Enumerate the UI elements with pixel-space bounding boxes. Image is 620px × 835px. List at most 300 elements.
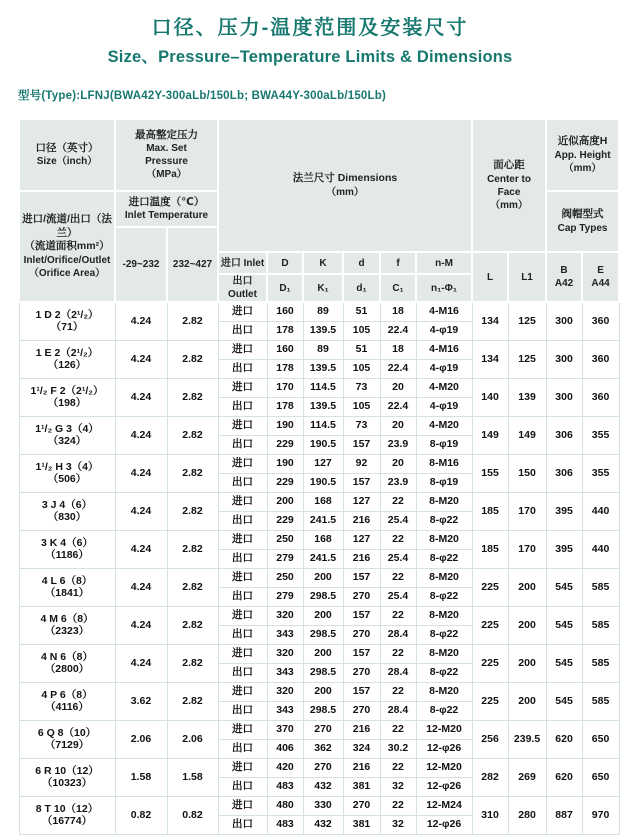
L1-cell: 170 [508, 493, 546, 531]
inlet-dim-cell: 270 [303, 759, 343, 778]
outlet-dim-cell: 12-φ26 [416, 778, 472, 797]
inlet-dim-cell: 22 [380, 569, 416, 588]
inlet-dim-cell: 22 [380, 531, 416, 550]
outlet-label-cell: 出口 [218, 550, 267, 569]
inlet-dim-cell: 22 [380, 493, 416, 512]
inlet-dim-cell: 370 [267, 721, 303, 740]
pressure-high-temp-cell: 2.82 [167, 531, 218, 569]
outlet-dim-cell: 190.5 [303, 474, 343, 493]
height-B-cell: 395 [546, 493, 582, 531]
height-E-cell: 360 [582, 302, 619, 341]
spec-row-inlet [19, 607, 619, 626]
outlet-dim-cell: 279 [267, 588, 303, 607]
spec-row-inlet [19, 341, 619, 360]
inlet-dim-cell: 168 [303, 493, 343, 512]
inlet-dim-cell: 4-M20 [416, 417, 472, 436]
inlet-dim-cell: 216 [343, 759, 380, 778]
outlet-dim-cell: 23.9 [380, 474, 416, 493]
pressure-low-temp-cell: 4.24 [115, 341, 167, 379]
height-B-cell: 545 [546, 683, 582, 721]
spec-row-inlet [19, 455, 619, 474]
spec-row-inlet [19, 531, 619, 550]
outlet-dim-cell: 229 [267, 474, 303, 493]
inlet-dim-cell: 157 [343, 645, 380, 664]
outlet-dim-cell: 406 [267, 740, 303, 759]
inlet-dim-cell: 157 [343, 569, 380, 588]
outlet-label-cell: 出口 [218, 664, 267, 683]
outlet-dim-cell: 190.5 [303, 436, 343, 455]
L-cell: 310 [472, 797, 508, 835]
inlet-dim-cell: 51 [343, 341, 380, 360]
pressure-high-temp-cell: 2.82 [167, 645, 218, 683]
outlet-dim-cell: 270 [343, 664, 380, 683]
spec-row-inlet [19, 759, 619, 778]
inlet-dim-cell: 8-M20 [416, 645, 472, 664]
inlet-dim-cell: 160 [267, 341, 303, 360]
size-cell: 6 Q 8（10） （7129） [19, 721, 115, 759]
pressure-high-temp-cell: 0.82 [167, 797, 218, 835]
height-B-cell: 306 [546, 417, 582, 455]
height-E-cell: 585 [582, 569, 619, 607]
inlet-dim-cell: 160 [267, 302, 303, 322]
inlet-dim-cell: 114.5 [303, 417, 343, 436]
L1-cell: 200 [508, 569, 546, 607]
height-E-cell: 360 [582, 379, 619, 417]
outlet-dim-cell: 483 [267, 778, 303, 797]
outlet-dim-cell: 105 [343, 398, 380, 417]
pressure-high-temp-cell: 1.58 [167, 759, 218, 797]
header-center-to-face: 面心距 Center to Face （mm） [472, 119, 546, 252]
outlet-dim-cell: 270 [343, 588, 380, 607]
inlet-dim-cell: 216 [343, 721, 380, 740]
header-max-set-pressure: 最高整定压力 Max. Set Pressure （MPa） [115, 119, 218, 191]
inlet-dim-cell: 200 [303, 683, 343, 702]
spec-row-inlet [19, 417, 619, 436]
inlet-label-cell: 进口 [218, 455, 267, 474]
pressure-high-temp-cell: 2.82 [167, 683, 218, 721]
header-col-K1: K₁ [303, 274, 343, 302]
height-B-cell: 306 [546, 455, 582, 493]
header-col-B-A42: B A42 [546, 252, 582, 302]
pressure-low-temp-cell: 4.24 [115, 379, 167, 417]
size-cell: 1¹/₂ G 3（4） （324） [19, 417, 115, 455]
outlet-dim-cell: 432 [303, 816, 343, 835]
pressure-low-temp-cell: 4.24 [115, 417, 167, 455]
inlet-dim-cell: 89 [303, 341, 343, 360]
outlet-label-cell: 出口 [218, 360, 267, 379]
inlet-dim-cell: 22 [380, 683, 416, 702]
pressure-low-temp-cell: 4.24 [115, 569, 167, 607]
L1-cell: 139 [508, 379, 546, 417]
pressure-low-temp-cell: 4.24 [115, 455, 167, 493]
L-cell: 134 [472, 302, 508, 341]
inlet-dim-cell: 157 [343, 683, 380, 702]
spec-row-inlet [19, 721, 619, 740]
outlet-dim-cell: 483 [267, 816, 303, 835]
header-approx-height: 近似高度H App. Height （mm） [546, 119, 619, 191]
spec-row-inlet [19, 569, 619, 588]
inlet-label-cell: 进口 [218, 417, 267, 436]
inlet-dim-cell: 190 [267, 455, 303, 474]
header-col-n1phi1: n₁-Φ₁ [416, 274, 472, 302]
outlet-dim-cell: 298.5 [303, 702, 343, 721]
height-B-cell: 887 [546, 797, 582, 835]
header-outlet-row-label: 出口 Outlet [218, 274, 267, 302]
inlet-dim-cell: 12-M20 [416, 759, 472, 778]
size-cell: 1 E 2（2¹/₂） （126） [19, 341, 115, 379]
outlet-label-cell: 出口 [218, 474, 267, 493]
height-E-cell: 970 [582, 797, 619, 835]
inlet-dim-cell: 168 [303, 531, 343, 550]
inlet-dim-cell: 8-M20 [416, 683, 472, 702]
outlet-dim-cell: 139.5 [303, 360, 343, 379]
L-cell: 149 [472, 417, 508, 455]
outlet-dim-cell: 4-φ19 [416, 398, 472, 417]
outlet-dim-cell: 229 [267, 436, 303, 455]
inlet-label-cell: 进口 [218, 759, 267, 778]
pressure-low-temp-cell: 4.24 [115, 531, 167, 569]
L-cell: 282 [472, 759, 508, 797]
inlet-dim-cell: 18 [380, 341, 416, 360]
model-type-line: 型号(Type):LFNJ(BWA42Y-300aLb/150Lb; BWA44Y-300aLb/150Lb) [18, 90, 387, 102]
L1-cell: 269 [508, 759, 546, 797]
inlet-dim-cell: 270 [343, 797, 380, 816]
inlet-dim-cell: 20 [380, 417, 416, 436]
header-col-K: K [303, 252, 343, 274]
outlet-dim-cell: 8-φ19 [416, 474, 472, 493]
pressure-low-temp-cell: 4.24 [115, 645, 167, 683]
outlet-dim-cell: 22.4 [380, 322, 416, 341]
inlet-dim-cell: 12-M24 [416, 797, 472, 816]
inlet-dim-cell: 320 [267, 645, 303, 664]
inlet-dim-cell: 200 [303, 569, 343, 588]
outlet-dim-cell: 139.5 [303, 322, 343, 341]
outlet-dim-cell: 32 [380, 778, 416, 797]
outlet-dim-cell: 105 [343, 360, 380, 379]
inlet-dim-cell: 320 [267, 683, 303, 702]
inlet-dim-cell: 22 [380, 645, 416, 664]
inlet-dim-cell: 22 [380, 721, 416, 740]
outlet-dim-cell: 28.4 [380, 626, 416, 645]
header-col-C1: C₁ [380, 274, 416, 302]
L-cell: 134 [472, 341, 508, 379]
size-cell: 1¹/₂ F 2（2¹/₂） （198） [19, 379, 115, 417]
header-temp-range-low: -29~232 [115, 227, 167, 302]
inlet-dim-cell: 8-M20 [416, 493, 472, 512]
L-cell: 225 [472, 569, 508, 607]
pressure-high-temp-cell: 2.06 [167, 721, 218, 759]
outlet-dim-cell: 178 [267, 322, 303, 341]
inlet-dim-cell: 4-M16 [416, 341, 472, 360]
spec-table-body [19, 302, 619, 835]
outlet-dim-cell: 22.4 [380, 360, 416, 379]
height-B-cell: 545 [546, 607, 582, 645]
inlet-label-cell: 进口 [218, 493, 267, 512]
height-B-cell: 620 [546, 759, 582, 797]
outlet-label-cell: 出口 [218, 740, 267, 759]
outlet-label-cell: 出口 [218, 702, 267, 721]
outlet-label-cell: 出口 [218, 322, 267, 341]
outlet-dim-cell: 8-φ22 [416, 550, 472, 569]
page-title-zh: 口径、压力-温度范围及安装尺寸 [151, 17, 469, 39]
header-flange-dimensions: 法兰尺寸 Dimensions （mm） [218, 119, 472, 252]
inlet-dim-cell: 157 [343, 607, 380, 626]
outlet-dim-cell: 25.4 [380, 550, 416, 569]
outlet-dim-cell: 28.4 [380, 664, 416, 683]
header-inlet-orifice-outlet: 进口/流道/出口（法兰） （流道面积mm²） Inlet/Orifice/Outlet （Orifice Area） [19, 191, 115, 302]
outlet-dim-cell: 28.4 [380, 702, 416, 721]
page-header [0, 0, 620, 67]
outlet-dim-cell: 4-φ19 [416, 360, 472, 379]
inlet-dim-cell: 320 [267, 607, 303, 626]
outlet-label-cell: 出口 [218, 626, 267, 645]
inlet-dim-cell: 270 [303, 721, 343, 740]
pressure-high-temp-cell: 2.82 [167, 302, 218, 341]
size-cell: 1¹/₂ H 3（4） （506） [19, 455, 115, 493]
outlet-dim-cell: 270 [343, 626, 380, 645]
outlet-dim-cell: 30.2 [380, 740, 416, 759]
L1-cell: 170 [508, 531, 546, 569]
header-col-D: D [267, 252, 303, 274]
L-cell: 185 [472, 531, 508, 569]
pressure-high-temp-cell: 2.82 [167, 607, 218, 645]
height-B-cell: 395 [546, 531, 582, 569]
outlet-dim-cell: 8-φ22 [416, 512, 472, 531]
outlet-dim-cell: 8-φ22 [416, 702, 472, 721]
inlet-dim-cell: 330 [303, 797, 343, 816]
inlet-dim-cell: 127 [343, 531, 380, 550]
inlet-label-cell: 进口 [218, 531, 267, 550]
header-col-L1: L1 [508, 252, 546, 302]
inlet-dim-cell: 51 [343, 302, 380, 322]
outlet-label-cell: 出口 [218, 588, 267, 607]
inlet-dim-cell: 22 [380, 759, 416, 778]
header-col-E-A44: E A44 [582, 252, 619, 302]
inlet-dim-cell: 8-M20 [416, 569, 472, 588]
outlet-dim-cell: 216 [343, 550, 380, 569]
L-cell: 256 [472, 721, 508, 759]
height-E-cell: 360 [582, 341, 619, 379]
size-cell: 3 K 4（6） （1186） [19, 531, 115, 569]
pressure-low-temp-cell: 3.62 [115, 683, 167, 721]
outlet-dim-cell: 298.5 [303, 626, 343, 645]
outlet-dim-cell: 298.5 [303, 664, 343, 683]
inlet-label-cell: 进口 [218, 683, 267, 702]
inlet-dim-cell: 22 [380, 607, 416, 626]
inlet-dim-cell: 200 [303, 645, 343, 664]
outlet-dim-cell: 25.4 [380, 512, 416, 531]
outlet-label-cell: 出口 [218, 512, 267, 531]
inlet-dim-cell: 4-M20 [416, 379, 472, 398]
size-cell: 4 N 6（8） （2800） [19, 645, 115, 683]
outlet-dim-cell: 8-φ22 [416, 664, 472, 683]
inlet-dim-cell: 92 [343, 455, 380, 474]
inlet-dim-cell: 20 [380, 379, 416, 398]
size-cell: 4 P 6（8） （4116） [19, 683, 115, 721]
header-col-d1: d₁ [343, 274, 380, 302]
outlet-dim-cell: 32 [380, 816, 416, 835]
outlet-dim-cell: 298.5 [303, 588, 343, 607]
inlet-dim-cell: 73 [343, 417, 380, 436]
inlet-dim-cell: 200 [303, 607, 343, 626]
pressure-low-temp-cell: 1.58 [115, 759, 167, 797]
inlet-label-cell: 进口 [218, 645, 267, 664]
L-cell: 225 [472, 645, 508, 683]
size-cell: 6 R 10（12） （10323） [19, 759, 115, 797]
outlet-dim-cell: 157 [343, 436, 380, 455]
inlet-dim-cell: 18 [380, 302, 416, 322]
header-inlet-temperature: 进口温度（℃） Inlet Temperature [115, 191, 218, 227]
L1-cell: 149 [508, 417, 546, 455]
inlet-label-cell: 进口 [218, 302, 267, 322]
inlet-dim-cell: 420 [267, 759, 303, 778]
height-B-cell: 545 [546, 569, 582, 607]
height-E-cell: 650 [582, 759, 619, 797]
inlet-dim-cell: 12-M20 [416, 721, 472, 740]
inlet-dim-cell: 8-M20 [416, 531, 472, 550]
spec-row-inlet [19, 379, 619, 398]
pressure-low-temp-cell: 2.06 [115, 721, 167, 759]
L1-cell: 200 [508, 607, 546, 645]
pressure-high-temp-cell: 2.82 [167, 341, 218, 379]
pressure-low-temp-cell: 4.24 [115, 302, 167, 341]
header-cap-types: 阀帽型式 Cap Types [546, 191, 619, 252]
L1-cell: 239.5 [508, 721, 546, 759]
L1-cell: 200 [508, 645, 546, 683]
L-cell: 155 [472, 455, 508, 493]
outlet-dim-cell: 343 [267, 664, 303, 683]
header-col-L: L [472, 252, 508, 302]
height-E-cell: 440 [582, 493, 619, 531]
outlet-dim-cell: 381 [343, 816, 380, 835]
outlet-dim-cell: 8-φ22 [416, 626, 472, 645]
pressure-low-temp-cell: 4.24 [115, 607, 167, 645]
inlet-label-cell: 进口 [218, 797, 267, 816]
header-col-nM: n-M [416, 252, 472, 274]
L1-cell: 125 [508, 341, 546, 379]
inlet-dim-cell: 73 [343, 379, 380, 398]
L-cell: 225 [472, 607, 508, 645]
height-B-cell: 300 [546, 302, 582, 341]
spec-table [18, 118, 620, 835]
height-E-cell: 650 [582, 721, 619, 759]
spec-row-inlet [19, 302, 619, 322]
outlet-dim-cell: 105 [343, 322, 380, 341]
header-size: 口径（英寸） Size（inch） [19, 119, 115, 191]
inlet-label-cell: 进口 [218, 607, 267, 626]
pressure-low-temp-cell: 0.82 [115, 797, 167, 835]
inlet-dim-cell: 22 [380, 797, 416, 816]
outlet-dim-cell: 324 [343, 740, 380, 759]
spec-row-inlet [19, 797, 619, 816]
pressure-high-temp-cell: 2.82 [167, 455, 218, 493]
outlet-dim-cell: 229 [267, 512, 303, 531]
L1-cell: 150 [508, 455, 546, 493]
inlet-dim-cell: 127 [303, 455, 343, 474]
inlet-dim-cell: 8-M20 [416, 607, 472, 626]
inlet-dim-cell: 250 [267, 531, 303, 550]
outlet-dim-cell: 216 [343, 512, 380, 531]
outlet-label-cell: 出口 [218, 816, 267, 835]
header-inlet-row-label: 进口 Inlet [218, 252, 267, 274]
size-cell: 4 M 6（8） （2323） [19, 607, 115, 645]
pressure-high-temp-cell: 2.82 [167, 417, 218, 455]
outlet-dim-cell: 432 [303, 778, 343, 797]
spec-row-inlet [19, 645, 619, 664]
inlet-dim-cell: 250 [267, 569, 303, 588]
inlet-dim-cell: 4-M16 [416, 302, 472, 322]
spec-row-inlet [19, 683, 619, 702]
spec-row-inlet [19, 493, 619, 512]
size-cell: 4 L 6（8） （1841） [19, 569, 115, 607]
outlet-dim-cell: 241.5 [303, 512, 343, 531]
size-cell: 3 J 4（6） （830） [19, 493, 115, 531]
outlet-label-cell: 出口 [218, 398, 267, 417]
inlet-dim-cell: 200 [267, 493, 303, 512]
header-col-f: f [380, 252, 416, 274]
pressure-high-temp-cell: 2.82 [167, 493, 218, 531]
inlet-dim-cell: 20 [380, 455, 416, 474]
L-cell: 225 [472, 683, 508, 721]
height-B-cell: 300 [546, 379, 582, 417]
header-col-D1: D₁ [267, 274, 303, 302]
inlet-label-cell: 进口 [218, 721, 267, 740]
L1-cell: 125 [508, 302, 546, 341]
inlet-dim-cell: 8-M16 [416, 455, 472, 474]
outlet-dim-cell: 270 [343, 702, 380, 721]
inlet-dim-cell: 170 [267, 379, 303, 398]
outlet-dim-cell: 241.5 [303, 550, 343, 569]
header-col-d: d [343, 252, 380, 274]
page-title-en: Size、Pressure–Temperature Limits & Dimensions [107, 48, 513, 66]
height-E-cell: 355 [582, 455, 619, 493]
height-E-cell: 585 [582, 607, 619, 645]
outlet-dim-cell: 22.4 [380, 398, 416, 417]
inlet-dim-cell: 480 [267, 797, 303, 816]
outlet-dim-cell: 343 [267, 702, 303, 721]
outlet-dim-cell: 25.4 [380, 588, 416, 607]
outlet-label-cell: 出口 [218, 778, 267, 797]
height-B-cell: 545 [546, 645, 582, 683]
outlet-dim-cell: 139.5 [303, 398, 343, 417]
outlet-dim-cell: 157 [343, 474, 380, 493]
height-E-cell: 585 [582, 645, 619, 683]
inlet-dim-cell: 89 [303, 302, 343, 322]
pressure-high-temp-cell: 2.82 [167, 569, 218, 607]
outlet-dim-cell: 362 [303, 740, 343, 759]
outlet-dim-cell: 8-φ22 [416, 588, 472, 607]
height-B-cell: 300 [546, 341, 582, 379]
header-temp-range-high: 232~427 [167, 227, 218, 302]
inlet-label-cell: 进口 [218, 569, 267, 588]
outlet-dim-cell: 381 [343, 778, 380, 797]
inlet-label-cell: 进口 [218, 341, 267, 360]
inlet-dim-cell: 127 [343, 493, 380, 512]
outlet-label-cell: 出口 [218, 436, 267, 455]
height-B-cell: 620 [546, 721, 582, 759]
L-cell: 140 [472, 379, 508, 417]
outlet-dim-cell: 178 [267, 360, 303, 379]
height-E-cell: 355 [582, 417, 619, 455]
outlet-dim-cell: 23.9 [380, 436, 416, 455]
L1-cell: 200 [508, 683, 546, 721]
pressure-high-temp-cell: 2.82 [167, 379, 218, 417]
size-cell: 1 D 2（2¹/₂） （71） [19, 302, 115, 341]
outlet-dim-cell: 12-φ26 [416, 816, 472, 835]
outlet-dim-cell: 279 [267, 550, 303, 569]
inlet-dim-cell: 190 [267, 417, 303, 436]
size-cell: 8 T 10（12） （16774） [19, 797, 115, 835]
